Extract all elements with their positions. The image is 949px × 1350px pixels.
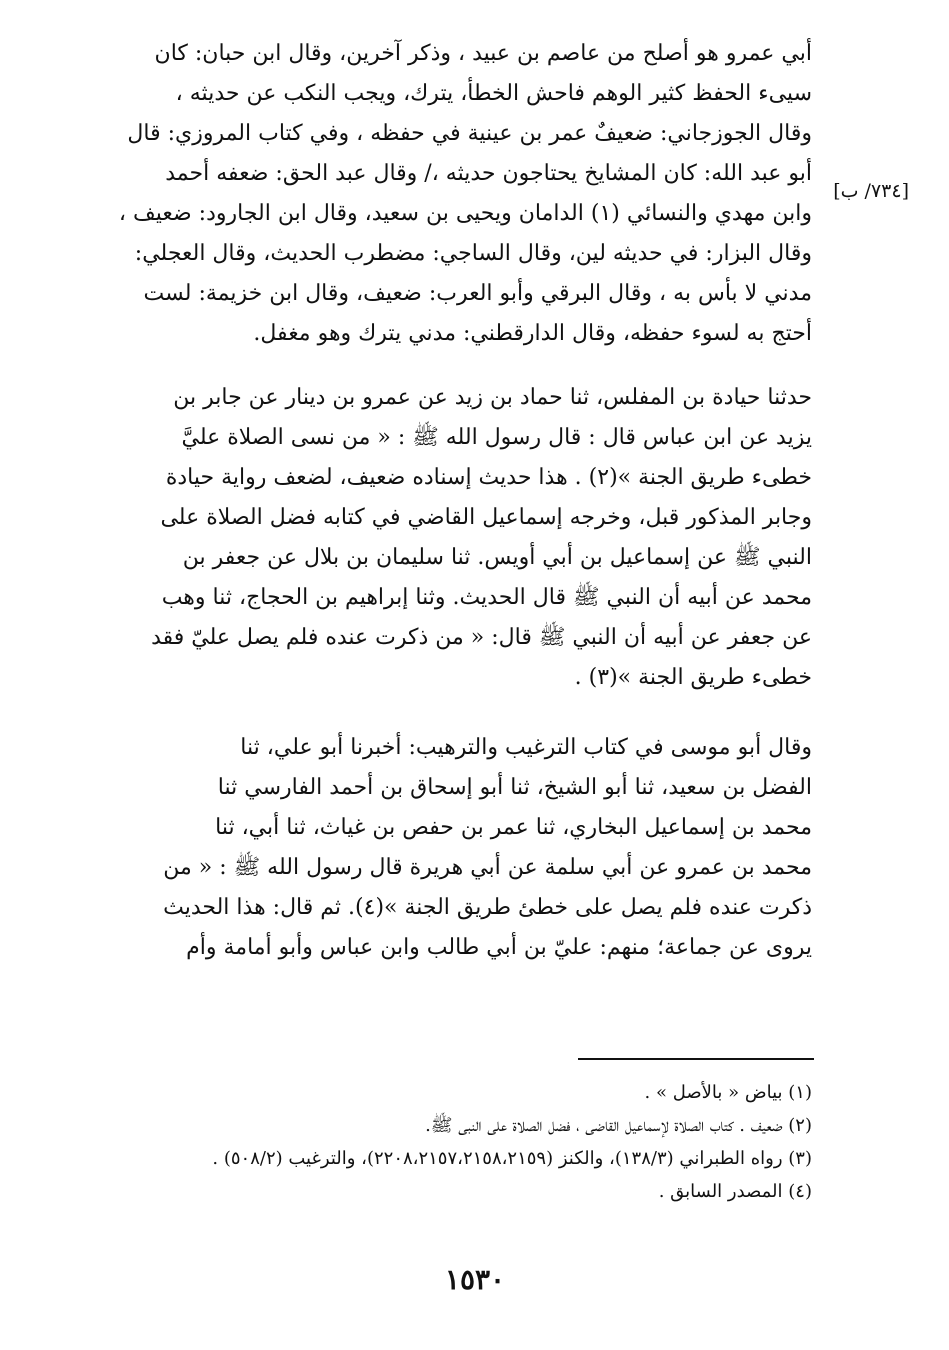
paragraph-1 [72,34,812,354]
paragraph-3 [72,728,812,968]
text-line: سيىء الحفظ كثير الوهم فاحش الخطأ، يترك، ويجب النكب عن حديثه ، [175,81,812,106]
text-line: حدثنا حيادة بن المفلس، ثنا حماد بن زيد عن عمرو بن دينار عن جابر بن [173,385,812,410]
text-line: محمد بن إسماعيل البخاري، ثنا عمر بن حفص بن غياث، ثنا أبي، ثنا [215,815,812,840]
text-line: يروى عن جماعة؛ منهم: عليّ بن أبي طالب وابن عباس وأبو أمامة وأم [186,935,812,960]
footnote-2: (٢) ضعيف . كتاب الصلاة لإسماعيل القاضى ، فضل الصلاة على النبى ﷺ. [425,1115,812,1136]
text-line: وابن مهدي والنسائي (١) الدامان ويحيى بن سعيد، وقال ابن الجارود: ضعيف ، [118,201,812,226]
page-number: ١٥٣٠ [444,1263,506,1296]
text-line: عن جعفر عن أبيه أن النبي ﷺ قال: « من ذكرت عنده فلم يصل عليّ فقد [151,625,812,650]
footnotes [72,1076,812,1208]
text-line: الفضل بن سعيد، ثنا أبو الشيخ، ثنا أبو إسحاق بن أحمد الفارسي ثنا [217,775,812,800]
text-line: وقال البزار: في حديثه لين، وقال الساجي: مضطرب الحديث، وقال العجلي: [134,241,812,266]
margin-folio-note: [٧٣٤/ ب] [833,180,909,202]
main-text [72,34,812,968]
text-line: وجابر المذكور قبل، وخرجه إسماعيل القاضي في كتابه فضل الصلاة على [160,505,812,530]
text-line: ذكرت عنده فلم يصل على خطئ طريق الجنة »(٤). ثم قال: هذا الحديث [163,895,812,920]
text-line: وقال أبو موسى في كتاب الترغيب والترهيب: أخبرنا أبو علي، ثنا [240,735,812,760]
text-line: أبو عبد الله: كان المشايخ يحتاجون حديثه ،/ وقال عبد الحق: ضعفه أحمد [165,161,812,186]
text-line: محمد بن عمرو عن أبي سلمة عن أبي هريرة قال رسول الله ﷺ : « من [163,855,812,880]
footnote-1: (١) بياض « بالأصل » . [644,1082,812,1103]
footnote-3: (٣) رواه الطبراني (١٣٨/٣)، والكنز (٢٢٠٨،٢١٥٧،٢١٥٨،٢١٥٩)، والترغيب (٥٠٨/٢) . [212,1148,812,1169]
text-line: خطىء طريق الجنة »(٢) . هذا حديث إسناده ضعيف، لضعف رواية حيادة [165,465,812,490]
paragraph-2 [72,378,812,698]
text-line: يزيد عن ابن عباس قال : قال رسول الله ﷺ : « من نسى الصلاة عليَّ [181,425,812,450]
text-line: النبي ﷺ عن إسماعيل بن أبي أويس. ثنا سليمان بن بلال عن جعفر بن [182,545,812,570]
footnote-4: (٤) المصدر السابق . [658,1181,812,1202]
text-line: محمد عن أبيه أن النبي ﷺ قال الحديث. وثنا إبراهيم بن الحجاج، ثنا وهب [161,585,812,610]
text-line: وقال الجوزجاني: ضعيفٌ عمر بن عينية في حفظه ، وفي كتاب المروزي: قال [127,121,812,146]
text-line: أحتج به لسوء حفظه، وقال الدارقطني: مدني يترك وهو مغفل. [253,321,812,346]
text-line: مدني لا بأس به ، وقال البرقي وأبو العرب: ضعيف، وقال ابن خزيمة: لست [143,281,812,306]
footnote-separator [578,1058,814,1060]
text-line: خطىء طريق الجنة »(٣) . [574,665,812,690]
text-line: أبي عمرو هو أصلح من عاصم بن عبيد ، وذكر آخرين، وقال ابن حبان: كان [154,41,812,66]
